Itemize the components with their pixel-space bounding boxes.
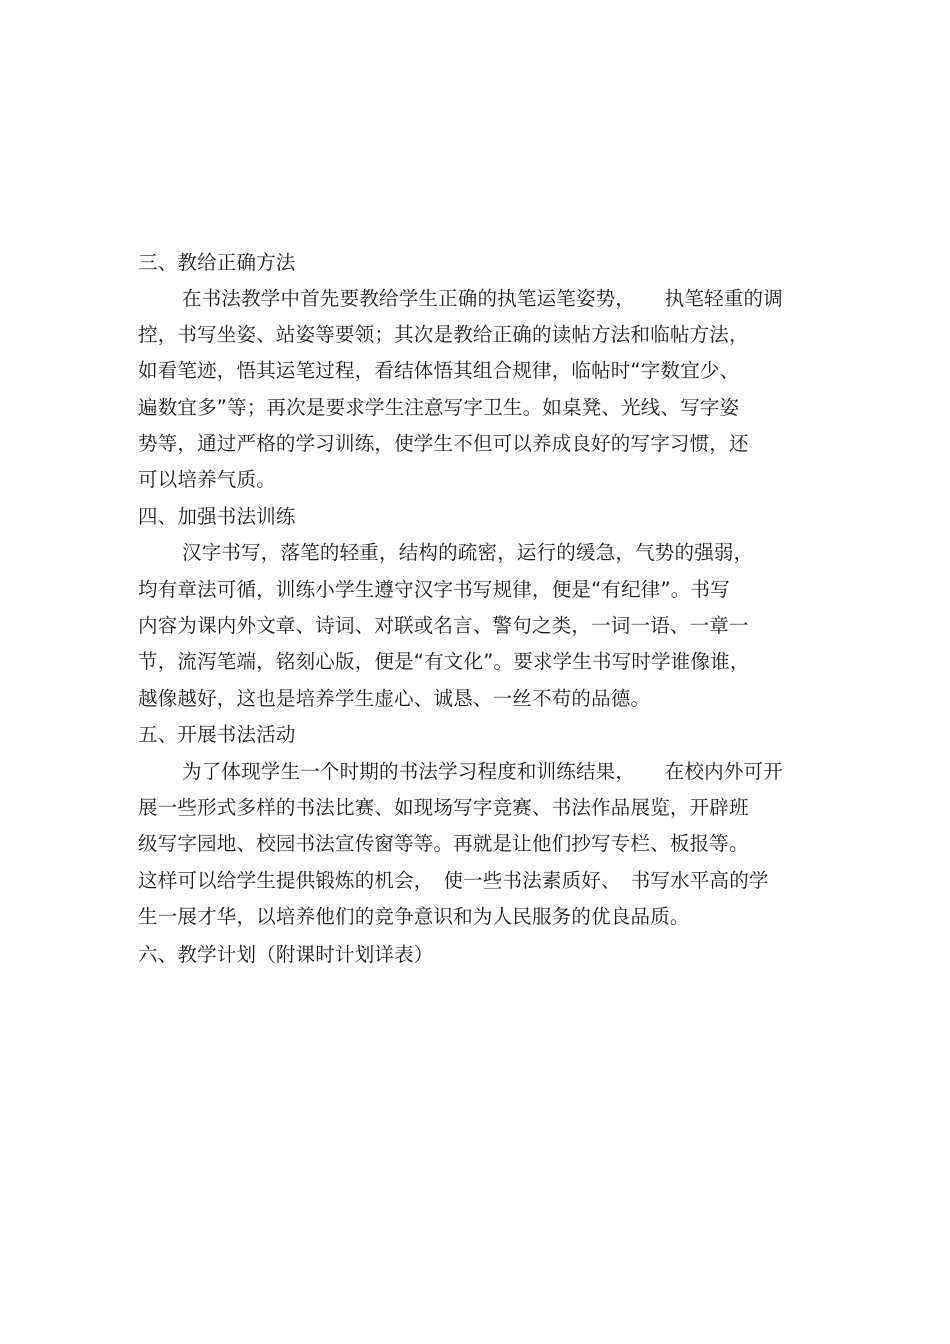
section-heading-4: 四、加强书法训练 bbox=[138, 505, 296, 528]
paragraph-line: 在书法教学中首先要教给学生正确的执笔运笔姿势， 执笔轻重的调 bbox=[182, 287, 783, 310]
paragraph-line: 越像越好，这也是培养学生虚心、诚恳、一丝不苟的品德。 bbox=[138, 687, 651, 710]
paragraph-line: 展一些形式多样的书法比赛、如现场写字竞赛、书法作品展览，开辟班 bbox=[138, 796, 749, 819]
paragraph-line: 遍数宜多”等；再次是要求学生注意写字卫生。如桌凳、光线、写字姿 bbox=[138, 396, 740, 419]
paragraph-line: 生一展才华，以培养他们的竞争意识和为人民服务的优良品质。 bbox=[138, 905, 690, 928]
paragraph-line: 这样可以给学生提供锻炼的机会， 使一些书法素质好、 书写水平高的学 bbox=[138, 869, 769, 892]
paragraph-line: 可以培养气质。 bbox=[138, 468, 276, 491]
paragraph-line: 如看笔迹，悟其运笔过程，看结体悟其组合规律，临帖时“字数宜少、 bbox=[138, 359, 740, 382]
paragraph-line: 势等，通过严格的学习训练，使学生不但可以养成良好的写字习惯，还 bbox=[138, 432, 749, 455]
paragraph-line: 控，书写坐姿、站姿等要领；其次是教给正确的读帖方法和临帖方法， bbox=[138, 323, 749, 346]
paragraph-line: 级写字园地、校园书法宣传窗等等。再就是让他们抄写专栏、板报等。 bbox=[138, 832, 749, 855]
section-heading-6: 六、教学计划（附课时计划详表） bbox=[138, 943, 434, 966]
section-heading-3: 三、教给正确方法 bbox=[138, 251, 296, 274]
section-heading-5: 五、开展书法活动 bbox=[138, 723, 296, 746]
paragraph-line: 节，流泻笔端，铭刻心版，便是“有文化”。要求学生书写时学谁像谁， bbox=[138, 650, 750, 673]
paragraph-line: 均有章法可循，训练小学生遵守汉字书写规律，便是“有纪律”。书写 bbox=[138, 578, 730, 601]
paragraph-line: 汉字书写，落笔的轻重，结构的疏密，运行的缓急，气势的强弱， bbox=[182, 541, 754, 564]
paragraph-line: 为了体现学生一个时期的书法学习程度和训练结果， 在校内外可开 bbox=[182, 760, 783, 783]
paragraph-line: 内容为课内外文章、诗词、对联或名言、警句之类，一词一语、一章一 bbox=[138, 614, 749, 637]
